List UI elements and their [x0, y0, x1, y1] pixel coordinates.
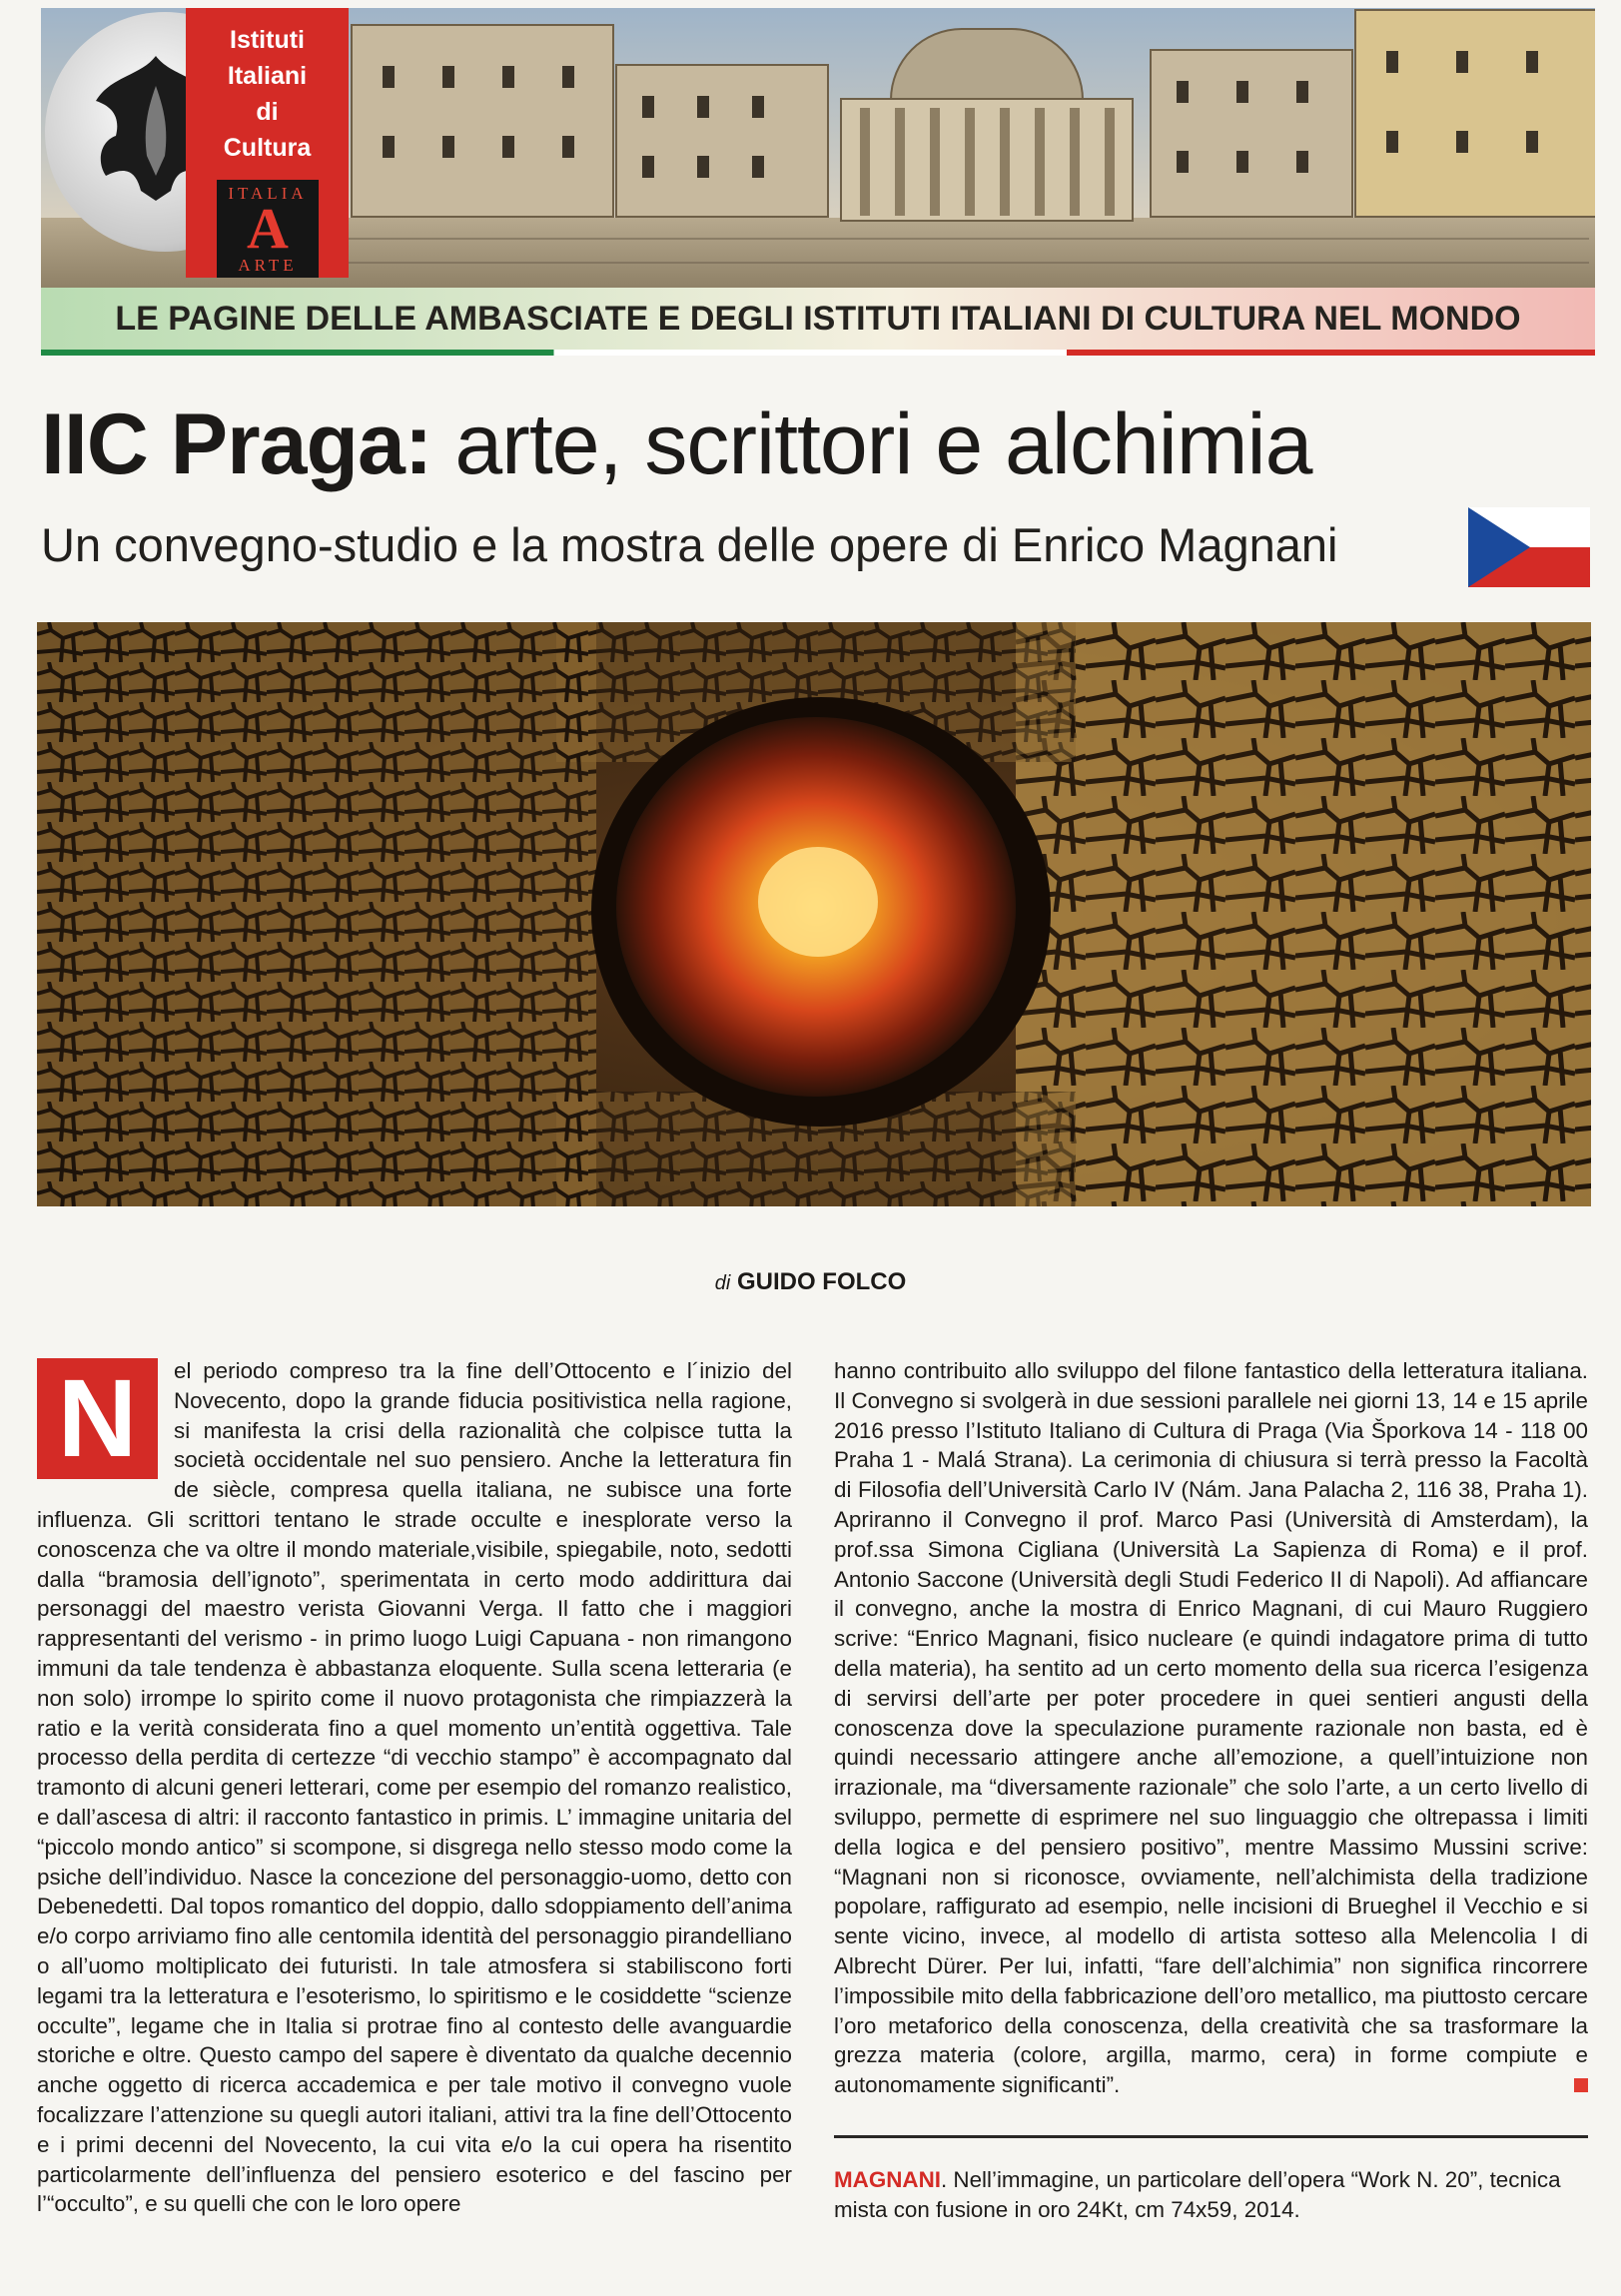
- title-bold: IIC Praga:: [41, 396, 432, 492]
- drop-cap: N: [37, 1358, 158, 1479]
- article-column-right: [834, 1356, 1588, 2100]
- italian-tricolor-rule: [41, 350, 1595, 356]
- article-body-right: hanno contribuito allo sviluppo del filone fantastico della letteratura italiana. Il Convegno si svolgerà in due sessioni parallele nei giorni 13, 14 e 15 aprile 2016 presso l’Istituto Italiano di Cultura di Praga (Via Šporkova 14 - 118 00 Praha 1 - Malá Strana). La cerimonia di chiusura si terrà presso la Facoltà di Filosofia dell’Università Carlo IV (Nám. Jana Palacha 2, 116 38, Praha 1). Apriranno il Convegno il prof. Marco Pasi (Università di Amsterdam), la prof.ssa Simona Cigliana (Università La Sapienza di Roma) e il prof. Antonio Saccone (Università degli Studi Federico II di Napoli). Ad affiancare il convegno, anche la mostra di Enrico Magnani, di cui Mauro Ruggiero scrive: “Enrico Magnani, fisico nucleare (e quindi indagatore prima di tutto della materia), ha sentito ad un certo momento della sua ricerca l’esigenza di servirsi dell’arte per poter procedere in quei sentieri angusti della conoscenza dove la speculazione puramente razionale non basta, ed è quindi necessario attingere anche all’emozione, a quell’intuizione non irrazionale, ma “diversamente razionale” che solo l’arte, a un certo livello di sviluppo, permette di esprimere nel suo linguaggio che oltrepassa i limiti della logica e del pensiero positivo”, mentre Massimo Mussini scrive: “Magnani non si riconosce, ovviamente, nell’alchimista della tradizione popolare, raffigurato ad esempio, nelle incisioni di Brueghel il Vecchio e si sente vicino, invece, al modello di artista sotteso alla Melencolia I di Albrecht Dürer. Per lui, infatti, “fare dell’alchimia” non significa rincorrere l’impossibile mito della fabbricazione dell’oro metallico, ma piuttosto cercare l’oro metaforico della conoscenza, della creatività che sa trasformare la grezza materia (colore, argilla, marmo, cera) in forme compiute e autonomamente significanti”.: [834, 1358, 1588, 2098]
- czech-flag-icon: [1468, 507, 1590, 587]
- logo-text: Istituti Italiani di Cultura: [223, 26, 312, 162]
- banner-building: [615, 64, 829, 218]
- end-mark-icon: [1574, 2078, 1588, 2092]
- caption-rule: [834, 2135, 1588, 2138]
- byline-prefix: di: [714, 1272, 731, 1294]
- caption-text: . Nell’immagine, un particolare dell’opera “Work N. 20”, tecnica mista con fusione in oro 24Kt, cm 74x59, 2014.: [834, 2167, 1561, 2222]
- image-caption: [834, 2165, 1588, 2225]
- article-body-left: el periodo compreso tra la fine dell’Ottocento e l´inizio del Novecento, dopo la grande fiducia positivistica nella ragione, si manifesta la crisi della razionalità che colpisce tutta la società occidentale nel suo pensiero. Anche la letteratura fin de siècle, compresa quella italiana, ne subisce una forte influenza. Gli scrittori tentano le strade occulte e inesplorate verso la conoscenza che va oltre il mondo materiale,visibile, spiegabile, noto, sedotti dalla “bramosia dell’ignoto”, sperimentata in certo modo addirittura dai personaggi del maestro verista Giovanni Verga. Il fatto che i maggiori rappresentanti del verismo - in primo luogo Luigi Capuana - non rimangono immuni da tale tendenza è abbastanza eloquente. Sulla scena letteraria (e non solo) irrompe lo spirito come il nuovo protagonista che rimpiazzerà la ratio e la verità considerata fino a quel momento un’entità oggettiva. Tale processo della perdita di certezze “di vecchio stampo” è accompagnato dal tramonto di alcuni generi letterari, come per esempio del romanzo realistico, e dall’ascesa di altri: il racconto fantastico in primis. L’ immagine unitaria del “piccolo mondo antico” si scompone, si disgrega nello stesso modo come la psiche dell’individuo. Nasce la concezione del personaggio-uomo, detto con Debenedetti. Dal topos romantico del doppio, dallo sdoppiamento dell’anima e/o corpo arriviamo fino alle centomila identità del personaggio pirandelliano o all’uomo moltiplicato dei futuristi. In tale atmosfera si stabiliscono forti legami tra la letteratura e l’esoterismo, lo spiritismo e le cosiddette “scienze occulte”, legame che in Italia si protrae fino al contesto delle avanguardie storiche e oltre. Questo campo del sapere è diventato da qualche decennio anche oggetto di ricerca accademica e per tale motivo il convegno vuole focalizzare l’attenzione su quegli autori italiani, attivi tra la fine dell’Ottocento e i primi decenni del Novecento, la cui vita e/o la cui opera ha risentito particolarmente dell’influenza del pensiero esoterico e del fascino per l’“occulto”, e su quelli che con le loro opere: [37, 1358, 792, 2217]
- italia-arte-logo: [217, 180, 319, 278]
- article-title: [41, 394, 1599, 494]
- article-subtitle: Un convegno-studio e la mostra delle opere di Enrico Magnani: [41, 518, 1338, 571]
- banner-building: [1354, 9, 1595, 218]
- brand-letter: A: [247, 196, 289, 261]
- byline-author: GUIDO FOLCO: [736, 1268, 907, 1295]
- banner-temple: [830, 28, 1140, 228]
- caption-label: MAGNANI: [834, 2167, 941, 2192]
- brand-top: ITALIA: [228, 184, 308, 203]
- brand-bottom: ARTE: [238, 256, 298, 275]
- banner-building: [1150, 49, 1353, 218]
- institute-logo: [41, 8, 349, 288]
- header-banner: [41, 8, 1595, 288]
- byline: [0, 1268, 1621, 1296]
- banner-building: [351, 24, 614, 218]
- section-strip: [41, 288, 1595, 350]
- section-title: LE PAGINE DELLE AMBASCIATE E DEGLI ISTITUTI ITALIANI DI CULTURA NEL MONDO: [115, 300, 1521, 338]
- article-column-left: [37, 1356, 792, 2219]
- title-rest: arte, scrittori e alchimia: [431, 396, 1312, 492]
- artwork-image: [37, 622, 1591, 1206]
